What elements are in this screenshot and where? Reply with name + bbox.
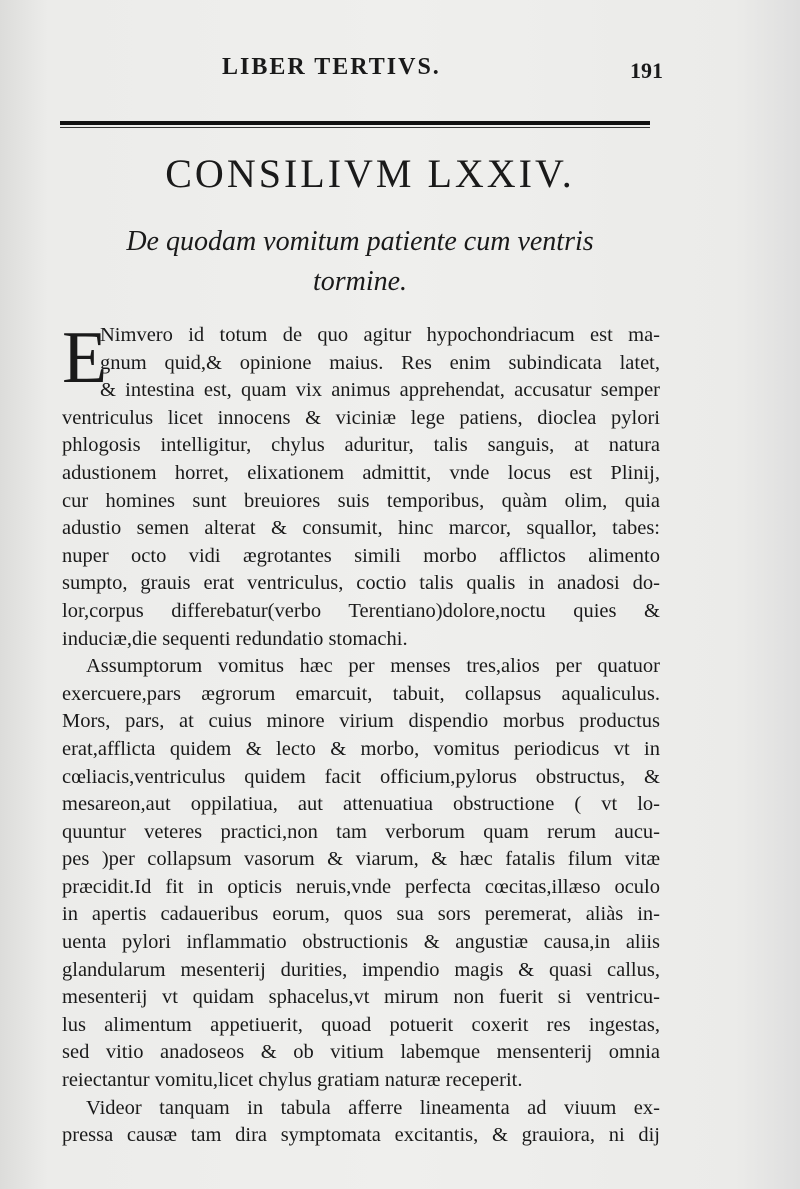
paragraph [62, 653, 660, 1095]
text-line: præcidit.Id fit in opticis neruis,vnde perfecta cœcitas,illæso oculo [62, 875, 660, 898]
chapter-heading: CONSILIVM LXXIV. [165, 151, 575, 196]
text-line: phlogosis intelligitur, chylus aduritur, talis sanguis, at natura [62, 434, 660, 457]
text-line: mesenterij vt quidam sphacelus,vt mirum non fuerit si ventricu- [62, 986, 660, 1009]
subtitle-line: tormine. [312, 266, 408, 297]
text-line: ventriculus licet innocens & viciniæ lege patiens, dioclea pylori [62, 406, 660, 429]
paragraph [62, 317, 660, 653]
page-number: 191 [630, 58, 663, 83]
body-text [62, 317, 660, 1150]
text-line: cur homines sunt breuiores suis temporibus, quàm olim, quia [62, 489, 660, 512]
chapter-subtitle [60, 222, 660, 302]
text-line: lor,corpus differebatur(verbo Terentiano)dolore,noctu quies & [62, 599, 660, 622]
text-line: cœliacis,ventriculus quidem facit officium,pylorus obstructus, & [62, 765, 660, 788]
text-line: & intestina est, quam vix animus apprehendat, accusatur semper [100, 379, 660, 402]
paragraph [62, 1095, 660, 1150]
header-rule-thin [60, 127, 650, 128]
text-line: pes )per collapsum vasorum & viarum, & hæc fatalis filum vitæ [62, 848, 660, 871]
text-line: erat,afflicta quidem & lecto & morbo, vomitus periodicus vt in [62, 737, 660, 760]
text-line: Videor tanquam in tabula afferre lineamenta ad viuum ex- [86, 1096, 660, 1119]
text-line: glandularum mesenterij durities, impendio magis & quasi callus, [62, 958, 660, 981]
subtitle-line: De quodam vomitum patiente cum ventris [126, 226, 594, 257]
text-line: exercuere,pars ægrorum emarcuit, tabuit, collapsus aqualiculus. [62, 682, 660, 705]
text-line: adustionem horret, elixationem admittit, vnde locus est Plinij, [62, 461, 660, 484]
running-head [0, 54, 800, 84]
text-line: lus alimentum appetiuerit, quoad potuerit coxerit res ingestas, [62, 1013, 660, 1036]
text-line: reiectantur vomitu,licet chylus gratiam naturæ receperit. [62, 1069, 523, 1092]
text-line: in apertis cadaueribus eorum, quos sua sors peremerat, aliàs in- [62, 903, 660, 926]
text-line: nuper octo vidi ægrotantes simili morbo afflictos alimento [62, 544, 660, 567]
drop-cap: E [62, 317, 108, 399]
text-line: gnum quid,& opinione maius. Res enim subindicata latet, [100, 351, 660, 374]
text-line: quuntur veteres practici,non tam verborum quam rerum aucu- [62, 820, 660, 843]
text-line: sed vitio anadoseos & ob vitium labemque mensenterij omnia [62, 1041, 660, 1064]
text-line: uenta pylori inflammatio obstructionis & angustiæ causa,in aliis [62, 931, 660, 954]
text-line: mesareon,aut oppilatiua, aut attenuatiua obstructione ( vt lo- [62, 793, 660, 816]
text-line: Mors, pars, at cuius minore virium dispendio morbus productus [62, 710, 660, 733]
running-title: LIBER TERTIVS. [222, 54, 441, 80]
text-line: pressa causæ tam dira symptomata excitantis, & grauiora, ni dij [62, 1124, 660, 1147]
header-rule [60, 121, 650, 125]
text-line: Assumptorum vomitus hæc per menses tres,alios per quatuor [86, 655, 660, 678]
text-line: Nimvero id totum de quo agitur hypochondriacum est ma- [100, 324, 660, 346]
text-line: adustio semen alterat & consumit, hinc marcor, squallor, tabes: [62, 517, 660, 540]
text-line: sumpto, grauis erat ventriculus, coctio talis qualis in anadosi do- [62, 572, 660, 595]
text-line: induciæ,die sequenti redundatio stomachi. [62, 627, 408, 650]
